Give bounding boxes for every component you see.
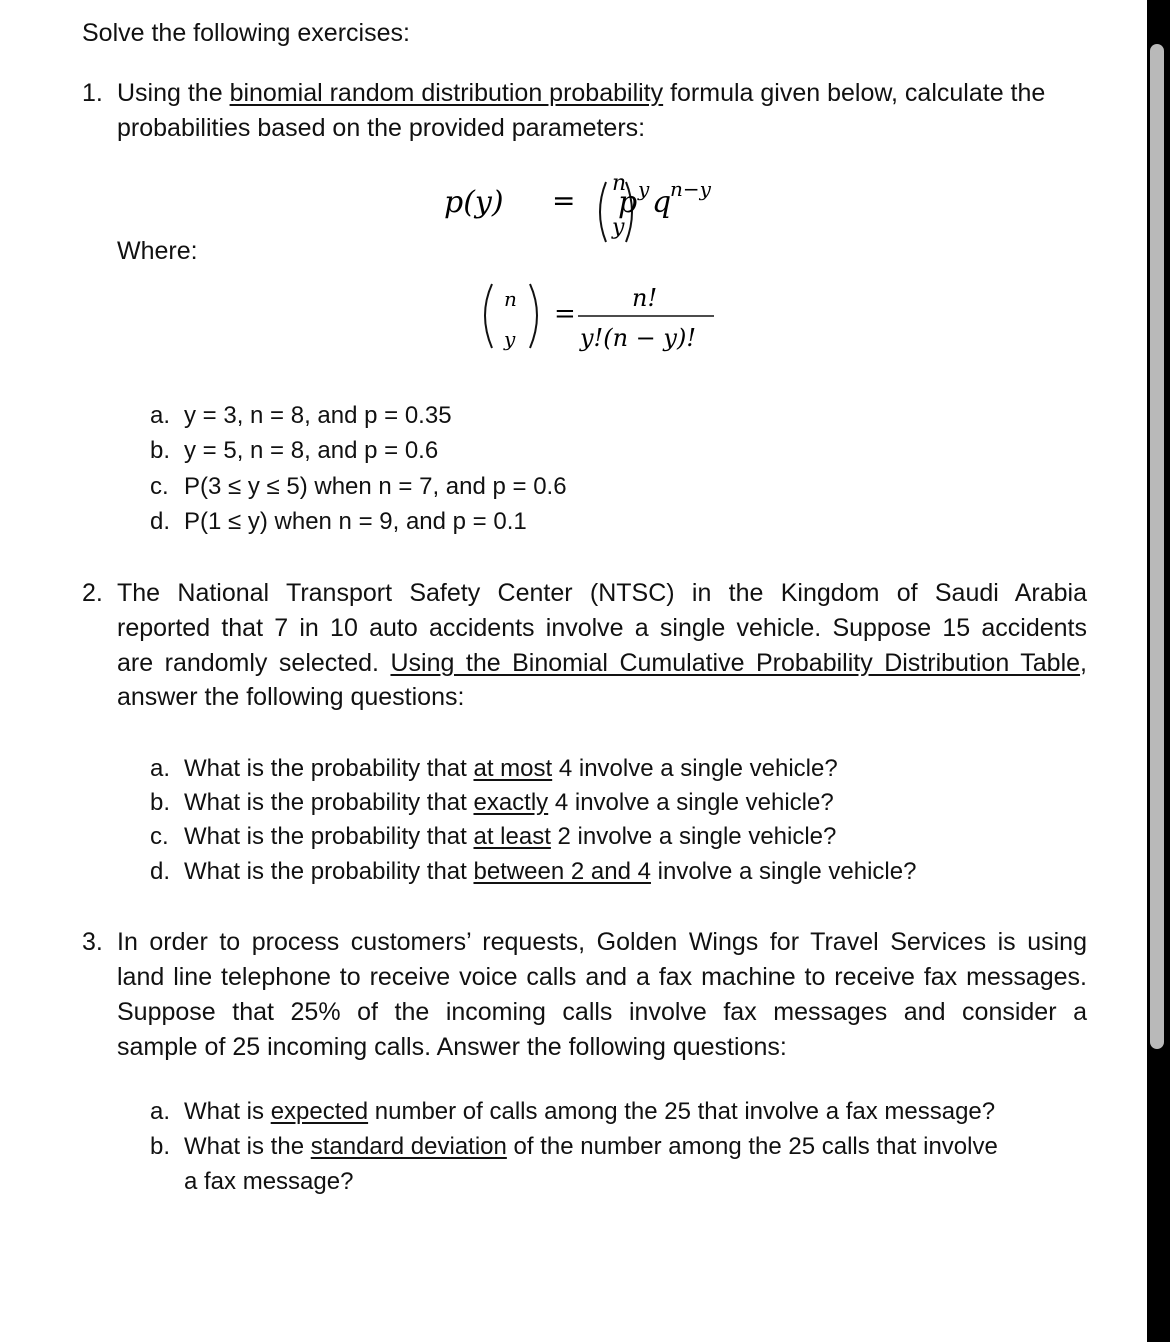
part-underlined: exactly (473, 789, 549, 816)
binom-top: n (612, 171, 627, 196)
part-underlined: expected (270, 1098, 369, 1125)
q1-part-b (150, 436, 438, 466)
part-label: c. (150, 823, 169, 850)
formula-q-exponent: n−y (670, 177, 711, 201)
q2-line3-post: , (1080, 649, 1087, 677)
part-text: 4 involve a single vehicle? (552, 755, 838, 782)
part-underlined: between 2 and 4 (473, 858, 651, 885)
part-text: What is (184, 1098, 271, 1125)
q3-part-a (150, 1097, 995, 1127)
part-label: c. (150, 473, 169, 500)
part-label: b. (150, 1133, 171, 1160)
part-text: of the number among the 25 calls that involve (506, 1133, 998, 1160)
where-label: Where: (117, 237, 198, 265)
coef-right-paren (530, 284, 537, 348)
q1-number: 1. (82, 79, 103, 107)
q1-line1 (117, 78, 1045, 108)
q2-line3 (117, 648, 1087, 678)
part-text: y = 3, n = 8, and p = 0.35 (184, 402, 452, 429)
part-label: b. (150, 437, 171, 464)
part-text: y = 5, n = 8, and p = 0.6 (184, 437, 439, 464)
q2-part-d (150, 857, 916, 887)
part-text: P(1 ≤ y) when n = 9, and p = 0.1 (184, 508, 527, 535)
part-text: What is the probability that (184, 789, 474, 816)
q3-line4: sample of 25 incoming calls. Answer the following questions: (117, 1033, 787, 1061)
intro-text: Solve the following exercises: (82, 19, 410, 47)
part-text: What is the probability that (184, 858, 474, 885)
coef-bottom: y (504, 327, 516, 351)
q2-number: 2. (82, 579, 103, 607)
binomial-coefficient-formula (470, 270, 730, 370)
q1-underlined-term: binomial random distribution probability (229, 79, 664, 107)
q2-line2: reported that 7 in 10 auto accidents involve a single vehicle. Suppose 15 accidents (117, 614, 1087, 642)
formula-lhs: p(y) (444, 185, 504, 220)
part-underlined: standard deviation (310, 1133, 507, 1160)
q1-part-c (150, 472, 567, 502)
binom-bottom: y (612, 215, 625, 240)
q3-part-b-continued: a fax message? (184, 1168, 354, 1195)
coef-left-paren (485, 284, 492, 348)
part-text: 2 involve a single vehicle? (550, 823, 837, 850)
part-text: involve a single vehicle? (650, 858, 917, 885)
q3-part-b (150, 1132, 998, 1162)
part-text: What is the probability that (184, 755, 474, 782)
coef-equals: = (554, 299, 576, 329)
q3-number: 3. (82, 928, 103, 956)
coef-denominator: y!(n − y)! (580, 324, 696, 352)
q1-part-a (150, 401, 452, 431)
formula-equals: = (552, 184, 576, 217)
part-label: a. (150, 755, 171, 782)
q1-line1-pre: Using the (117, 79, 230, 107)
formula-p: p (618, 185, 638, 220)
coef-top: n (504, 287, 517, 311)
q3-line3: Suppose that 25% of the incoming calls involve fax messages and consider a (117, 998, 1087, 1026)
part-label: d. (150, 508, 171, 535)
vertical-scrollbar[interactable] (1150, 44, 1164, 1049)
part-text: number of calls among the 25 that involve a fax message? (368, 1098, 996, 1125)
part-label: d. (150, 858, 171, 885)
q2-underlined-term: Using the Binomial Cumulative Probability Distribution Table (390, 649, 1081, 677)
formula-q: q (652, 185, 672, 220)
coef-numerator: n! (632, 284, 658, 312)
formula-p-exponent: y (638, 177, 650, 201)
q2-part-a (150, 754, 838, 784)
part-text: What is the probability that (184, 823, 474, 850)
q3-line1: In order to process customers’ requests, Golden Wings for Travel Services is using (117, 928, 1087, 956)
q2-line4: answer the following questions: (117, 683, 465, 711)
part-text: P(3 ≤ y ≤ 5) when n = 7, and p = 0.6 (184, 473, 567, 500)
part-label: a. (150, 1098, 171, 1125)
part-label: b. (150, 789, 171, 816)
q1-line1-post: formula given below, calculate the (663, 79, 1046, 107)
binom-left-paren (600, 182, 606, 242)
q1-line2: probabilities based on the provided parameters: (117, 114, 646, 142)
part-text: 4 involve a single vehicle? (548, 789, 834, 816)
q2-line1: The National Transport Safety Center (NTSC) in the Kingdom of Saudi Arabia (117, 579, 1087, 607)
q2-line3-pre: are randomly selected. (117, 649, 391, 677)
part-underlined: at most (473, 755, 553, 782)
part-text: What is the (184, 1133, 311, 1160)
q2-part-b (150, 788, 834, 818)
q1-part-d (150, 507, 527, 537)
q3-line2: land line telephone to receive voice calls and a fax machine to receive fax messages. (117, 963, 1087, 991)
binomial-formula (430, 150, 750, 250)
part-underlined: at least (473, 823, 551, 850)
part-label: a. (150, 402, 171, 429)
q2-part-c (150, 822, 836, 852)
